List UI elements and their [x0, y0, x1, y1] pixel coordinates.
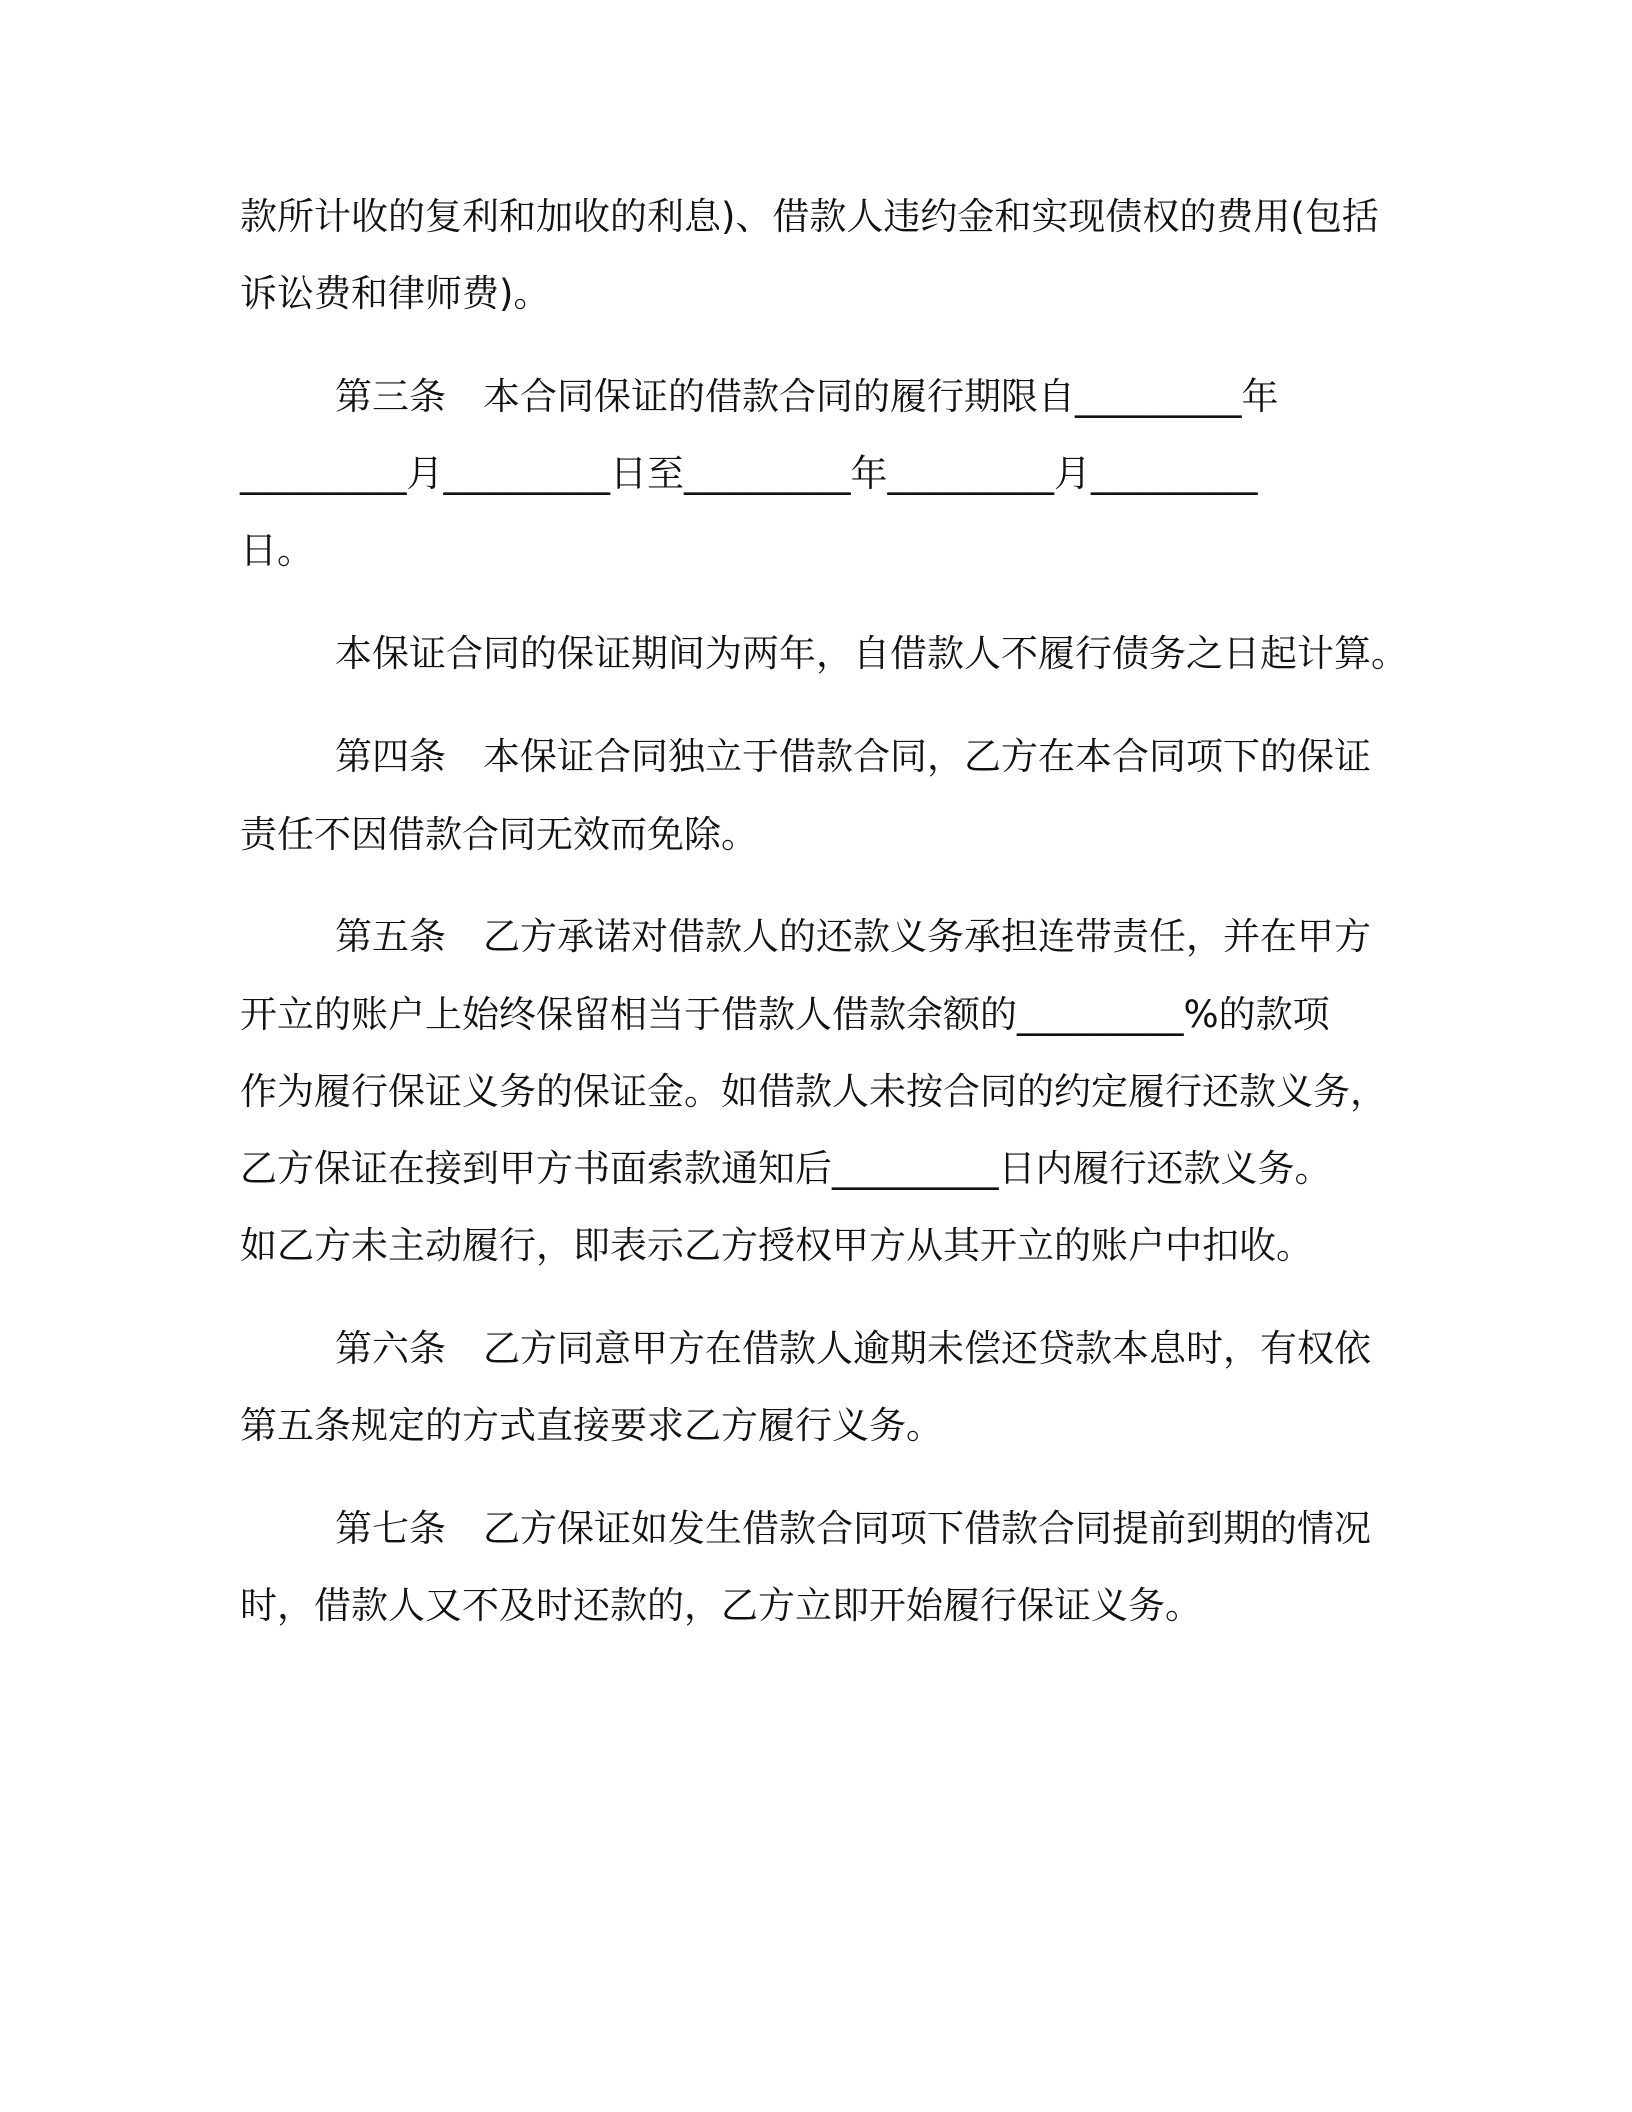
- article-3-line-3: 日。: [240, 529, 314, 572]
- article-5-line-4: 乙方保证在接到甲方书面索款通知后_________日内履行还款义务。: [240, 1147, 1332, 1190]
- article-7-line-1: 第七条 乙方保证如发生借款合同项下借款合同提前到期的情况: [335, 1507, 1371, 1550]
- article-4-line-2: 责任不因借款合同无效而免除。: [240, 813, 758, 856]
- article-4-line-1: 第四条 本保证合同独立于借款合同，乙方在本合同项下的保证: [335, 735, 1371, 778]
- article-5-line-5: 如乙方未主动履行，即表示乙方授权甲方从其开立的账户中扣收。: [240, 1224, 1313, 1267]
- article-7-line-2: 时，借款人又不及时还款的，乙方立即开始履行保证义务。: [240, 1584, 1202, 1627]
- text-line-2: 诉讼费和律师费)。: [240, 272, 551, 315]
- article-5-line-1: 第五条 乙方承诺对借款人的还款义务承担连带责任，并在甲方: [335, 915, 1371, 958]
- article-3-line-2: _________月_________日至_________年_________月_________: [240, 452, 1258, 495]
- article-5-line-2: 开立的账户上始终保留相当于借款人借款余额的_________%的款项: [240, 993, 1330, 1036]
- article-6-line-1: 第六条 乙方同意甲方在借款人逾期未偿还贷款本息时，有权依: [335, 1327, 1371, 1370]
- text-line-1: 款所计收的复利和加收的利息)、借款人违约金和实现债权的费用(包括: [240, 195, 1379, 238]
- article-6-line-2: 第五条规定的方式直接要求乙方履行义务。: [240, 1404, 943, 1447]
- guarantee-period-line: 本保证合同的保证期间为两年，自借款人不履行债务之日起计算。: [335, 632, 1408, 675]
- article-5-line-3: 作为履行保证义务的保证金。如借款人未按合同的约定履行还款义务，: [240, 1070, 1387, 1113]
- article-3-line-1: 第三条 本合同保证的借款合同的履行期限自_________年: [335, 375, 1279, 418]
